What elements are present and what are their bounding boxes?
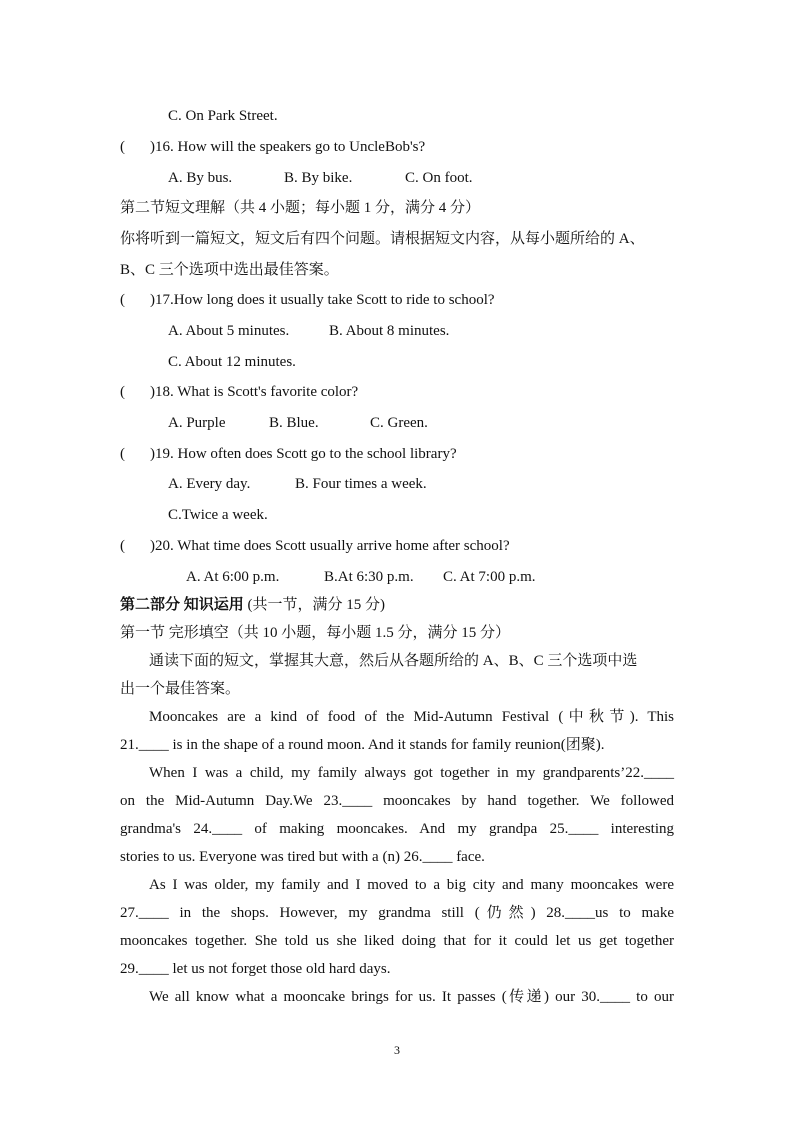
question-stem: )20. What time does Scott usually arrive home after school? (150, 538, 510, 554)
passage-line: 21.____ is in the shape of a round moon. And it stands for family reunion(团聚). (120, 737, 605, 753)
passage-line: When I was a child, my family always got together in my grandparents’22.____ (149, 765, 674, 781)
part2-heading (120, 595, 385, 615)
passage-line: As I was older, my family and I moved to a big city and many mooncakes were (149, 877, 674, 893)
section2-instruction-line: 你将听到一篇短文，短文后有四个问题。请根据短文内容，从每小题所给的 A、 (120, 231, 645, 247)
answer-paren: ( (120, 139, 125, 155)
passage-line: 29.____ let us not forget those old hard days. (120, 961, 391, 977)
question-16 (120, 137, 425, 157)
page-number: 3 (394, 1043, 400, 1057)
cloze-instruction-line: 通读下面的短文，掌握其大意，然后从各题所给的 A、B、C 三个选项中选 (149, 653, 638, 669)
option-a: A. Purple (168, 415, 226, 431)
cloze-section-heading: 第一节 完形填空（共 10 小题，每小题 1.5 分，满分 15 分） (120, 625, 511, 641)
q19-option-c: C.Twice a week. (168, 507, 268, 523)
part2-heading-title: 第二部分 知识运用 (120, 597, 244, 613)
q16-options (168, 168, 473, 188)
option-b: B. About 8 minutes. (329, 323, 450, 339)
option-b: B. Four times a week. (295, 476, 427, 492)
passage-line: 27.____ in the shops. However, my grandma still (仍然) 28.____us to make (120, 905, 674, 921)
answer-paren: ( (120, 384, 125, 400)
passage-line: on the Mid-Autumn Day.We 23.____ mooncakes by hand together. We followed (120, 793, 674, 809)
part2-heading-score: (共一节，满分 15 分) (243, 597, 386, 613)
option-a: A. About 5 minutes. (168, 323, 290, 339)
question-stem: )19. How often does Scott go to the school library? (150, 446, 457, 462)
option-b: B.At 6:30 p.m. (324, 569, 414, 585)
cloze-instruction-line: 出一个最佳答案。 (120, 681, 241, 697)
answer-paren: ( (120, 446, 125, 462)
question-stem: )16. How will the speakers go to UncleBob's? (150, 139, 426, 155)
option-c: C. On foot. (405, 170, 473, 186)
option-c: C. Green. (370, 415, 428, 431)
q19-options (168, 474, 427, 494)
question-19 (120, 444, 457, 464)
answer-paren: ( (120, 292, 125, 308)
q17-option-c: C. About 12 minutes. (168, 354, 296, 370)
passage-line: We all know what a mooncake brings for us. It passes (传递) our 30.____ to our (149, 989, 674, 1005)
question-stem: )17.How long does it usually take Scott to ride to school? (150, 292, 495, 308)
passage-line: grandma's 24.____ of making mooncakes. And my grandpa 25.____ interesting (120, 821, 674, 837)
option-a: A. Every day. (168, 476, 251, 492)
q17-options (168, 321, 449, 341)
passage-line: stories to us. Everyone was tired but with a (n) 26.____ face. (120, 849, 485, 865)
q18-options (168, 413, 428, 433)
question-stem: )18. What is Scott's favorite color? (150, 384, 359, 400)
passage-line: Mooncakes are a kind of food of the Mid-Autumn Festival (中秋节). This (149, 709, 674, 725)
question-20 (120, 536, 510, 556)
option-c: C. At 7:00 p.m. (443, 569, 536, 585)
question-17 (120, 290, 495, 310)
answer-paren: ( (120, 538, 125, 554)
question-18 (120, 382, 358, 402)
section2-heading: 第二节短文理解（共 4 小题；每小题 1 分，满分 4 分） (120, 200, 481, 216)
option-b: B. Blue. (269, 415, 319, 431)
q20-options (186, 567, 536, 587)
option-a: A. By bus. (168, 170, 233, 186)
q15-option-c: C. On Park Street. (168, 108, 278, 124)
option-a: A. At 6:00 p.m. (186, 569, 280, 585)
option-b: B. By bike. (284, 170, 353, 186)
passage-line: mooncakes together. She told us she liked doing that for it could let us get together (120, 933, 674, 949)
section2-instruction-line: B、C 三个选项中选出最佳答案。 (120, 262, 339, 278)
